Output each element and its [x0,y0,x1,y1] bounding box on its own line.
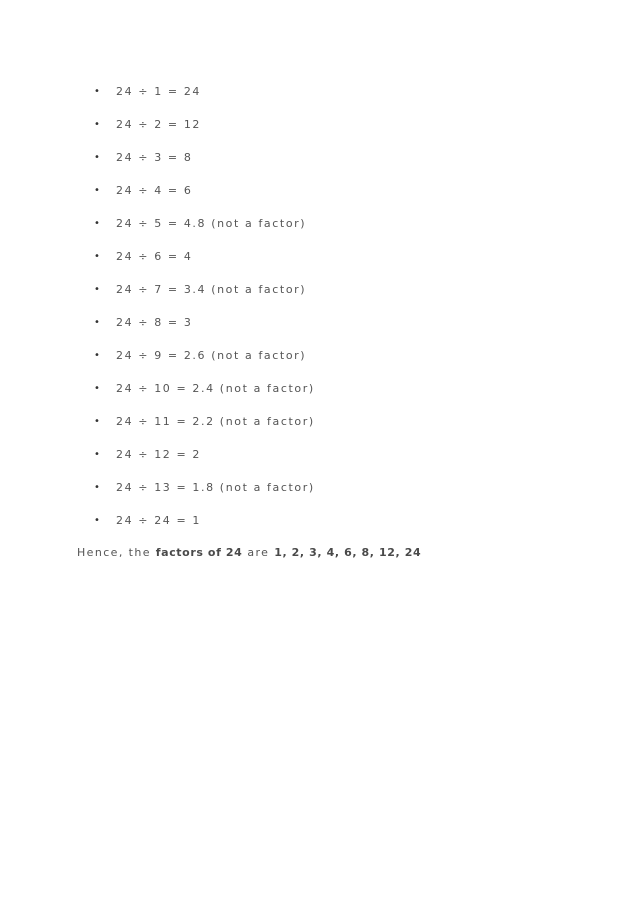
division-text: 24 ÷ 7 = 3.4 (not a factor) [116,283,307,296]
division-text: 24 ÷ 24 = 1 [116,514,202,527]
conclusion-sentence [77,545,421,561]
division-text: 24 ÷ 2 = 12 [116,118,202,131]
division-text: 24 ÷ 1 = 24 [116,85,202,98]
list-item [94,183,315,216]
list-item [94,381,315,414]
bullet-icon [94,480,116,496]
division-text: 24 ÷ 4 = 6 [116,184,193,197]
division-text: 24 ÷ 10 = 2.4 (not a factor) [116,382,315,395]
list-item [94,513,315,546]
conclusion-prefix: Hence, the [77,546,156,559]
list-item [94,249,315,282]
bullet-icon [94,348,116,364]
bullet-icon [94,513,116,529]
division-text: 24 ÷ 13 = 1.8 (not a factor) [116,481,315,494]
bullet-icon [94,216,116,232]
list-item [94,150,315,183]
list-item [94,117,315,150]
bullet-icon [94,150,116,166]
bullet-icon [94,183,116,199]
conclusion-term: factors of 24 [155,546,243,559]
list-item [94,447,315,480]
bullet-icon [94,282,116,298]
bullet-icon [94,447,116,463]
factors-answer: 1, 2, 3, 4, 6, 8, 12, 24 [274,546,422,559]
conclusion-middle: are [242,546,275,559]
list-item [94,216,315,249]
list-item [94,348,315,381]
division-text: 24 ÷ 11 = 2.2 (not a factor) [116,415,315,428]
division-text: 24 ÷ 12 = 2 [116,448,202,461]
division-text: 24 ÷ 5 = 4.8 (not a factor) [116,217,307,230]
bullet-icon [94,117,116,133]
division-list [94,84,315,546]
bullet-icon [94,315,116,331]
division-text: 24 ÷ 6 = 4 [116,250,193,263]
list-item [94,414,315,447]
bullet-icon [94,249,116,265]
list-item [94,282,315,315]
list-item [94,480,315,513]
division-text: 24 ÷ 3 = 8 [116,151,193,164]
division-text: 24 ÷ 9 = 2.6 (not a factor) [116,349,307,362]
list-item [94,84,315,117]
division-text: 24 ÷ 8 = 3 [116,316,193,329]
list-item [94,315,315,348]
bullet-icon [94,414,116,430]
bullet-icon [94,381,116,397]
bullet-icon [94,84,116,100]
